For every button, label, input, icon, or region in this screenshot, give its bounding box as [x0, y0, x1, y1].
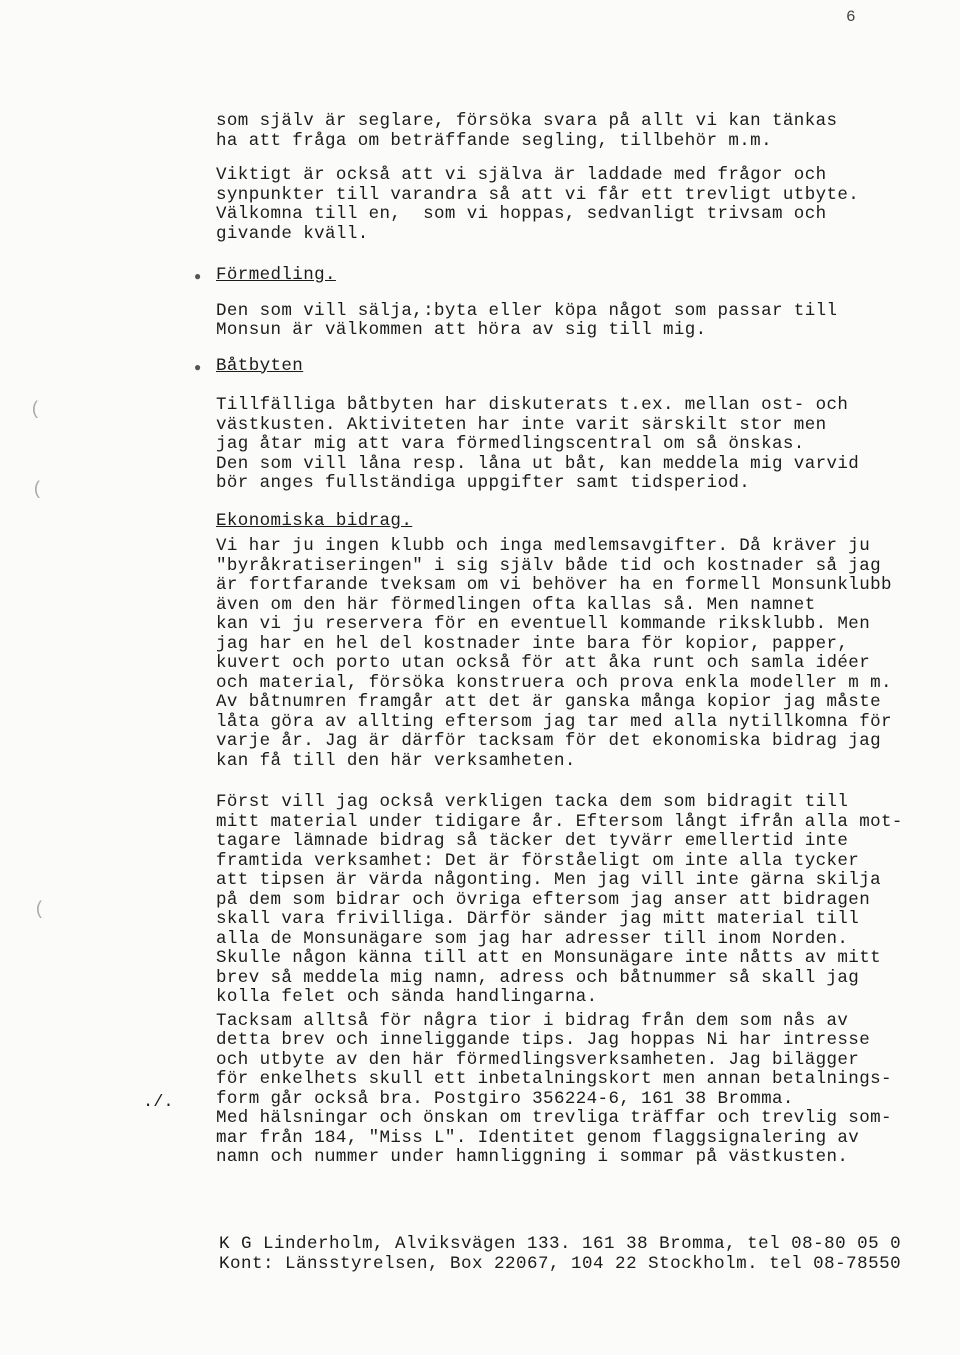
text-line: Med hälsningar och önskan om trevliga träffar och trevlig som-	[216, 1108, 892, 1128]
heading-text: Båtbyten	[216, 355, 304, 376]
text-line: form går också bra. Postgiro 356224-6, 161 38 Bromma.	[216, 1088, 794, 1109]
signature-line: Kont: Länsstyrelsen, Box 22067, 104 22 Stockholm. tel 08-78550	[219, 1254, 902, 1274]
text-line: för enkelhets skull ett inbetalningskort men annan betalnings-	[216, 1069, 892, 1089]
text-line: och utbyte av den här förmedlingsverksamheten. Jag bilägger	[216, 1049, 860, 1070]
text-line: kan vi ju reservera för en eventuell kommande riksklubb. Men	[216, 614, 871, 634]
text-line: kolla felet och sända handlingarna.	[216, 987, 598, 1007]
text-line: Av båtnumren framgår att det är ganska många kopior jag måste	[216, 692, 882, 712]
margin-mark-left: (	[30, 400, 41, 420]
margin-reference: ./.	[143, 1093, 174, 1112]
text-line: Den som vill sälja,:byta eller köpa något som passar till	[216, 300, 838, 321]
heading-text: Ekonomiska bidrag.	[216, 510, 413, 531]
text-line: alla de Monsunägare som jag har adresser till inom Norden.	[216, 928, 849, 949]
text-line: kan få till den här verksamheten.	[216, 750, 576, 771]
text-line: kuvert och porto utan också för att åka runt och samla idéer	[216, 653, 871, 673]
text-line: Tillfälliga båtbyten har diskuterats t.ex. mellan ost- och	[216, 395, 849, 415]
section-paragraph	[216, 302, 946, 341]
letter-body	[194, 111, 946, 1183]
text-line: namn och nummer under hamnliggning i sommar på västkusten.	[216, 1147, 849, 1167]
text-line: och material, försöka konstruera och prova enkla modeller m m.	[216, 672, 892, 693]
text-line: ha att fråga om beträffande segling, tillbehör m.m.	[216, 130, 772, 151]
margin-mark-left: (	[32, 480, 43, 500]
section-paragraph	[216, 537, 946, 771]
text-line: på dem som bidrar och övriga eftersom jag anser att bidragen	[216, 889, 871, 910]
text-line: jag har en hel del kostnader inte bara för kopior, papper,	[216, 633, 849, 654]
text-line: mitt material under tidigare år. Eftersom långt ifrån alla mot-	[216, 811, 903, 832]
text-line: att tipsen är värda någonting. Men jag vill inte gärna skilja	[216, 870, 882, 890]
text-line: givande kväll.	[216, 223, 369, 244]
section-heading-batbyten	[194, 355, 946, 377]
text-line: "byråkratiseringen" i sig själv både tid och kostnader så jag	[216, 555, 882, 576]
text-line: som själv är seglare, försöka svara på allt vi kan tänkas	[216, 111, 838, 131]
signature-line: K G Linderholm, Alviksvägen 133. 161 38 Bromma, tel 08-80 05 0	[219, 1234, 902, 1254]
text-line: Monsun är välkommen att höra av sig till mig.	[216, 320, 707, 340]
page-number: 6	[846, 8, 856, 26]
text-line: Skulle någon känna till att en Monsunägare inte nåtts av mitt	[216, 948, 882, 968]
text-line: Viktigt är också att vi själva är laddade med frågor och	[216, 165, 827, 185]
text-line: Först vill jag också verkligen tacka dem som bidragit till	[216, 792, 849, 812]
intro-paragraph	[216, 112, 946, 151]
text-line: skall vara frivilliga. Därför sänder jag mitt material till	[216, 909, 860, 929]
section-heading-ekonomiska-bidrag	[216, 512, 946, 532]
text-line: synpunkter till varandra så att vi får ett trevligt utbyte.	[216, 184, 860, 205]
text-line: framtida verksamhet: Det är förståeligt om inte alla tycker	[216, 850, 860, 871]
text-line: mar från 184, "Miss L". Identitet genom flaggsignalering av	[216, 1127, 860, 1148]
text-line: Tacksam alltså för några tior i bidrag från dem som nås av	[216, 1010, 849, 1031]
text-line: brev så meddela mig namn, adress och båtnummer så skall jag	[216, 967, 860, 988]
text-line: jag åtar mig att vara förmedlingscentral om så önskas.	[216, 434, 805, 454]
text-line: varje år. Jag är därför tacksam för det ekonomiska bidrag jag	[216, 731, 882, 751]
intro-paragraph	[216, 166, 946, 244]
section-paragraph	[216, 396, 946, 494]
text-line: västkusten. Aktiviteten har inte varit särskilt stor men	[216, 414, 827, 435]
text-line: är fortfarande tveksam om vi behöver ha en formell Monsunklubb	[216, 575, 892, 595]
heading-text: Förmedling.	[216, 265, 336, 285]
section-paragraph	[216, 1012, 946, 1168]
text-line: bör anges fullständiga uppgifter samt tidsperiod.	[216, 473, 751, 493]
margin-mark-left: (	[34, 900, 45, 920]
text-line: även om den här förmedlingen ofta kallas så. Men namnet	[216, 594, 816, 615]
text-line: Den som vill låna resp. låna ut båt, kan meddela mig varvid	[216, 453, 860, 474]
bullet-icon: ●	[194, 270, 202, 284]
text-line: tagare lämnade bidrag så täcker det tyvärr emellertid inte	[216, 831, 849, 851]
text-line: Vi har ju ingen klubb och inga medlemsavgifter. Då kräver ju	[216, 536, 871, 556]
bullet-icon: ●	[194, 360, 202, 375]
text-line: Välkomna till en, som vi hoppas, sedvanligt trivsam och	[216, 204, 827, 224]
text-line: låta göra av allting eftersom jag tar med alla nytillkomna för	[216, 711, 892, 732]
signature-block	[219, 1234, 901, 1274]
section-heading-formedling	[194, 265, 946, 286]
text-line: detta brev och inneliggande tips. Jag hoppas Ni har intresse	[216, 1030, 871, 1050]
section-paragraph	[216, 793, 946, 1008]
